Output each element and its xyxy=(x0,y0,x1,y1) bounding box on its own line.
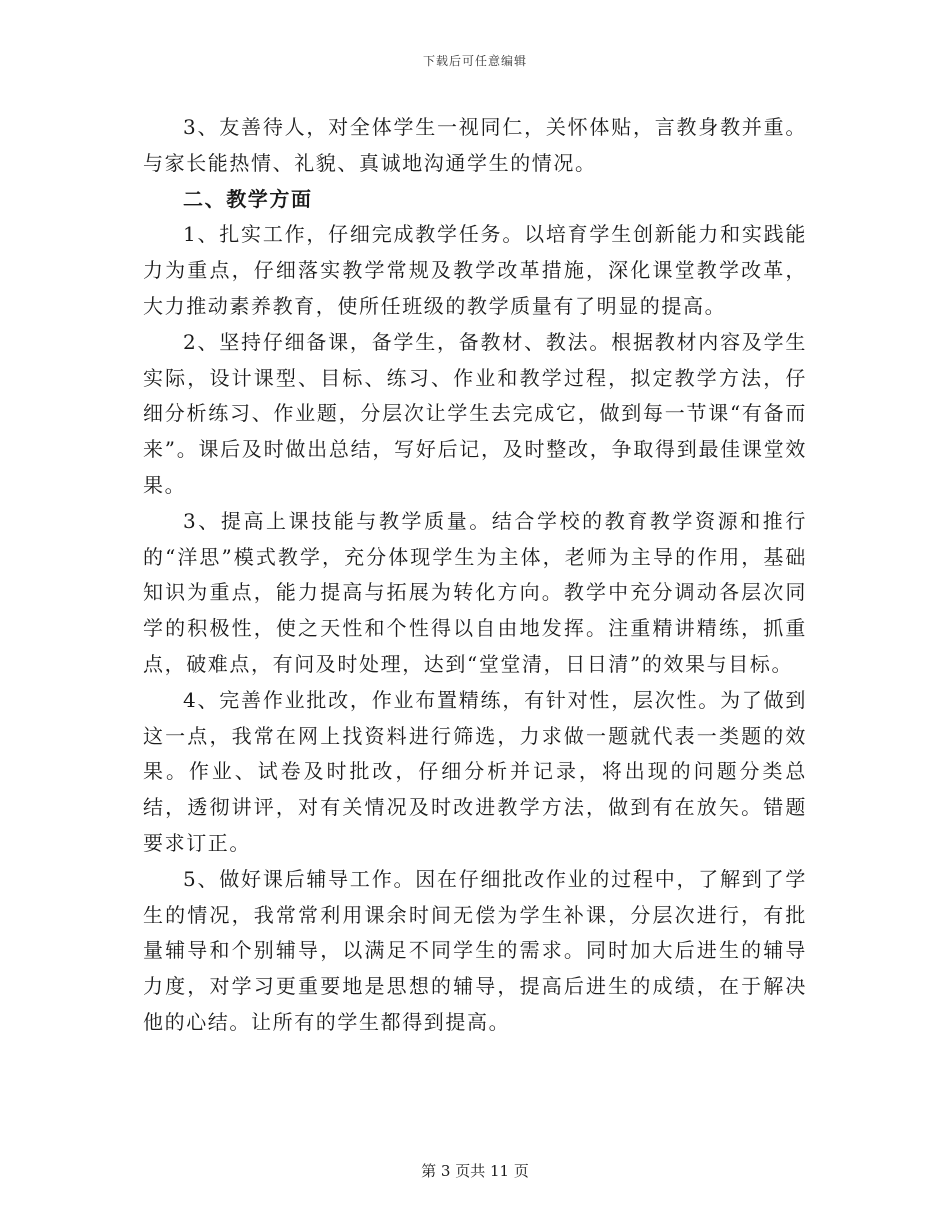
paragraph-tutoring: 5、做好课后辅导工作。因在仔细批改作业的过程中，了解到了学生的情况，我常常利用课余时间无偿为学生补课，分层次进行，有批量辅导和个别辅导，以满足不同学生的需求。同时加大后进生的辅导力度，对学习更重要地是思想的辅导，提高后进生的成绩，在于解决他的心结。让所有的学生都得到提高。 xyxy=(143,866,807,1034)
paragraph-solid-work: 1、扎实工作，仔细完成教学任务。以培育学生创新能力和实践能力为重点，仔细落实教学常规及教学改革措施，深化课堂教学改革，大力推动素养教育，使所任班级的教学质量有了明显的提高。 xyxy=(143,222,807,318)
paragraph-class-quality: 3、提高上课技能与教学质量。结合学校的教育教学资源和推行的“洋思”模式教学，充分体现学生为主体，老师为主导的作用，基础知识为重点，能力提高与拓展为转化方向。教学中充分调动各层次同学的积极性，使之天性和个性得以自由地发挥。注重精讲精练，抓重点，破难点，有问及时处理，达到“堂堂清，日日清”的效果与目标。 xyxy=(143,508,807,676)
paragraph-homework-grading: 4、完善作业批改，作业布置精练，有针对性，层次性。为了做到这一点，我常在网上找资料进行筛选，力求做一题就代表一类题的效果。作业、试卷及时批改，仔细分析并记录，将出现的问题分类总结，透彻讲评，对有关情况及时改进教学方法，做到有在放矢。错题要求订正。 xyxy=(143,687,807,855)
page-header: 下载后可任意编辑 xyxy=(422,54,527,68)
paragraph-friendly: 3、友善待人，对全体学生一视同仁，关怀体贴，言教身教并重。与家长能热情、礼貌、真诚地沟通学生的情况。 xyxy=(143,115,807,175)
paragraph-lesson-prep: 2、坚持仔细备课，备学生，备教材、教法。根据教材内容及学生实际，设计课型、目标、练习、作业和教学过程，拟定教学方法，仔细分析练习、作业题，分层次让学生去完成它，做到每一节课“有备而来”。课后及时做出总结，写好后记，及时整改，争取得到最佳课堂效果。 xyxy=(143,329,807,497)
page-number-footer: 第 3 页共 11 页 xyxy=(421,1162,529,1180)
section-heading-teaching: 二、教学方面 xyxy=(183,186,313,211)
document-body xyxy=(143,110,807,1041)
